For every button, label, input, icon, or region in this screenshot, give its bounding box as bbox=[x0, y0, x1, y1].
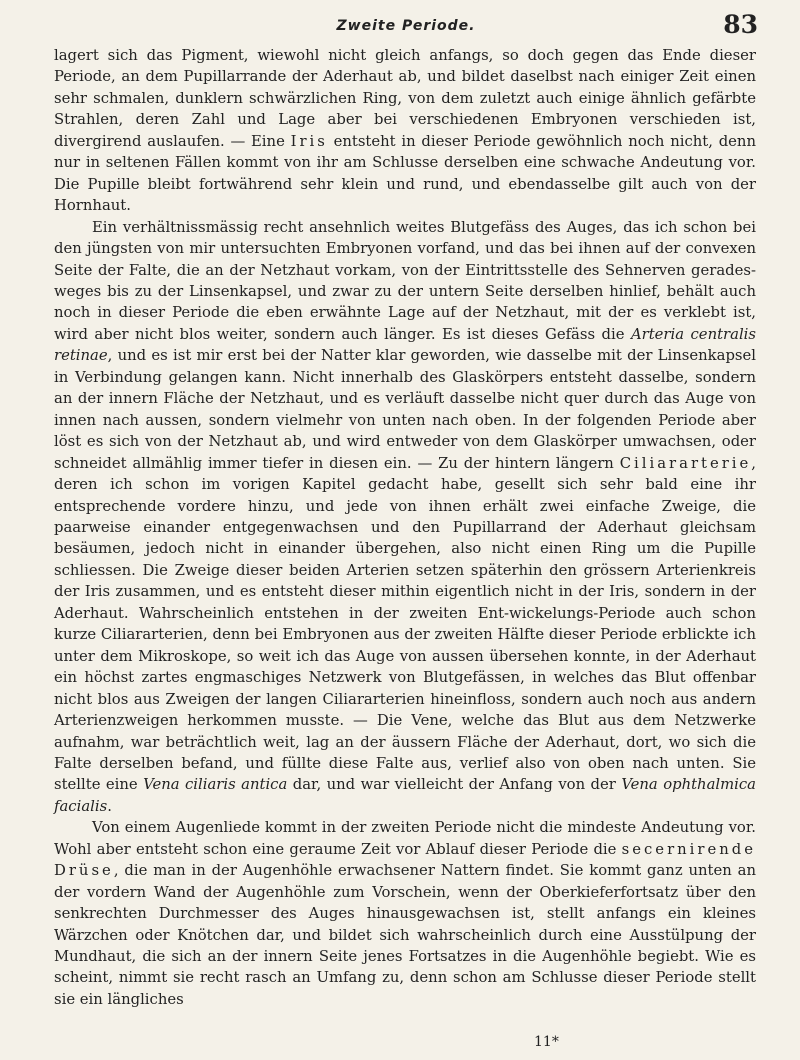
page-number: 83 bbox=[723, 10, 758, 39]
text-run: lagert sich das Pigment, wiewohl nicht gleich anfangs, so doch gegen das Ende dieser Periode, an dem Pupillarrande der Aderhaut ab, und bildet daselbst nach einiger Zeit einen sehr schmalen, dunklern schwärzlichen Ring, von dem zuletzt auch einige ähnlich gefärbte Strahlen, deren Zahl und Lage aber bei verschiedenen Embryonen verschieden ist, divergirend auslaufen. — Eine bbox=[54, 47, 756, 150]
text-run: , und es ist mir erst bei der Natter klar geworden, wie dasselbe mit der Linsenkapsel in Verbindung gelangen kann. Nicht innerhalb des Glaskörpers entsteht dasselbe, sondern an der innern Fläche der Netzhaut, und es verläuft dasselbe nicht quer durch das Auge von innen nach aussen, sondern vielmehr von unten nach oben. In der folgenden Periode aber löst es sich von der Netzhaut ab, und wird entweder von dem Glaskörper umwachsen, oder schneidet allmählig immer tiefer in diesen ein. — Zu der hintern längern bbox=[54, 347, 756, 472]
body-text bbox=[54, 45, 756, 1010]
signature-mark: 11* bbox=[534, 1034, 559, 1050]
text-run: , deren ich schon im vorigen Kapitel gedacht habe, gesellt sich sehr bald eine ihr entsprechende vordere hinzu, und jede von ihnen erhält zwei einfache Zweige, die paarweise einander entgegenwachsen und den Pupillarrand der Aderhaut gleichsam besäumen, jedoch nicht in einander übergehen, also nicht einen Ring um die Pupille schliessen. Die Zweige dieser beiden Arterien setzen späterhin den grössern Arterienkreis der Iris zusammen, und es entsteht dieser mithin eigentlich nicht in der Iris, sondern in der Aderhaut. Wahrscheinlich entstehen in der zweiten Ent-wickelungs-Periode auch schon kurze Ciliararterien, denn bei Embryonen aus der zweiten Hälfte dieser Periode erblickte ich unter dem Mikroskope, so weit ich das Auge von aussen übersehen konnte, in der Aderhaut ein höchst zartes engmaschiges Netzwerk von Blutgefässen, in welches das Blut offenbar nicht blos aus Zweigen der langen Ciliararterien hineinfloss, sondern auch noch aus andern Arterienzweigen herkommen musste. — Die Vene, welche das Blut aus dem Netzwerke aufnahm, war beträchtlich weit, lag an der äussern Fläche der Aderhaut, dort, wo sich die Falte derselben befand, und füllte diese Falte aus, verlief also von oben nach unten. Sie stellte eine bbox=[54, 454, 756, 794]
text-run: dar, und war vielleicht der Anfang von der bbox=[287, 776, 622, 794]
paragraph-1 bbox=[54, 45, 756, 217]
spaced-term: Iris bbox=[290, 132, 328, 150]
italic-term: Vena ophthalmica facialis bbox=[54, 776, 757, 815]
italic-term: Arteria centralis retinae bbox=[54, 325, 756, 365]
text-run: Von einem Augenliede kommt in der zweiten Periode nicht die mindeste Andeutung vor. Wohl aber entsteht schon eine geraume Zeit vor Ablauf dieser Periode die bbox=[54, 819, 756, 858]
italic-term: Vena ciliaris antica bbox=[143, 776, 288, 794]
spaced-term: secernirende Drüse bbox=[54, 840, 756, 880]
paragraph-3 bbox=[54, 817, 756, 1010]
running-title: Zweite Periode. bbox=[336, 18, 476, 34]
running-head bbox=[54, 10, 758, 50]
text-run: Ein verhältnissmässig recht ansehnlich weites Blutgefäss des Auges, das ich schon bei den jüngsten von mir untersuchten Embryonen vorfand, und das bei ihnen auf der convexen Seite der Falte, die an der Netzhaut vorkam, von der Eintrittsstelle des Sehnerven gerades-weges bis zu der Linsenkapsel, und zwar zu der untern Seite derselben hinlief, behält auch noch in dieser Periode die eben erwähnte Lage auf der Netzhaut, mit der es verklebt ist, wird aber nicht blos weiter, sondern auch länger. Es ist dieses Gefäss die bbox=[54, 218, 756, 343]
text-run: , die man in der Augenhöhle erwachsener Nattern findet. Sie kommt ganz unten an der vordern Wand der Augenhöhle zum Vorschein, wenn der Oberkieferfortsatz über den senkrechten Durchmesser des Auges hinausgewachsen ist, stellt anfangs ein kleines Wärzchen oder Knötchen dar, und bildet sich wahrscheinlich durch eine Ausstülpung der Mundhaut, die sich an der innern Seite jenes Fortsatzes in die Augenhöhle begiebt. Wie es scheint, nimmt sie recht rasch an Umfang zu, denn schon am Schlusse dieser Periode stellt sie ein längliches bbox=[54, 862, 756, 1008]
text-run: entsteht in dieser Periode gewöhnlich noch nicht, denn nur in seltenen Fällen kommt von ihr am Schlusse derselben eine schwache Andeutung vor. Die Pupille bleibt fortwährend sehr klein und rund, und ebendasselbe gilt auch von der Hornhaut. bbox=[54, 132, 756, 215]
paragraph-2 bbox=[54, 217, 756, 818]
spaced-term: Ciliararterie bbox=[619, 454, 752, 472]
text-run: . bbox=[107, 797, 112, 815]
